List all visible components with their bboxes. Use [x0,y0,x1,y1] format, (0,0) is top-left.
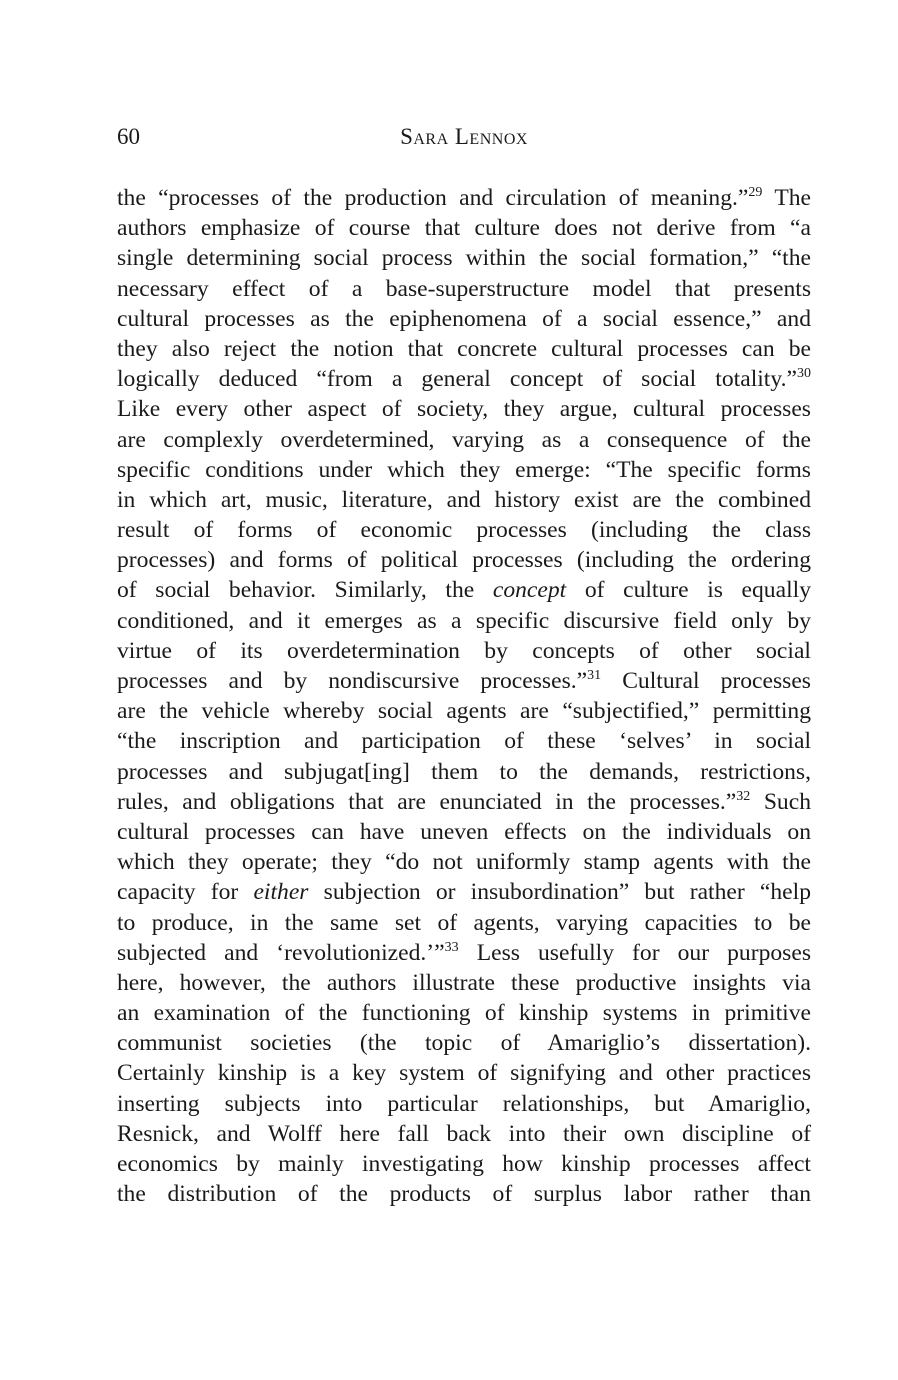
text-line: specific conditions under which they emerge: “The specific forms [117,456,811,483]
text-line: cultural processes as the epiphenomena of a social essence,” and [117,305,811,332]
italic-term: either [253,879,309,906]
text-line: result of forms of economic processes (including the class [117,517,811,544]
text-run: of social behavior. Similarly, the [117,577,493,604]
text-line: single determining social process within the social formation,” “the [117,245,811,272]
footnote-ref: 31 [587,668,602,683]
text-run: capacity for [117,879,254,906]
text-line: which they operate; they “do not uniformly stamp agents with the [117,849,811,876]
text-run: of culture is equally [566,577,811,604]
text-line: Resnick, and Wolff here fall back into their own discipline of [117,1120,811,1147]
text-line: Like every other aspect of society, they argue, cultural processes [117,396,811,423]
text-run: Such [750,788,812,815]
text-line: necessary effect of a base-superstructure model that presents [117,275,811,302]
running-head: Sara Lennox [400,124,528,149]
footnote-ref: 30 [797,366,811,382]
text-line: processes) and forms of political processes (including the ordering [117,547,811,574]
text-run: rules, and obligations that are enunciated in the processes.” [117,788,737,815]
italic-term: concept [492,577,567,604]
text-run: logically deduced “from a general concept of social totality.” [117,366,797,393]
text-line [117,575,811,605]
text-line: are the vehicle whereby social agents are “subjectified,” permitting [117,698,811,725]
text-run: subjection or insubordination” but rather “help [308,879,811,906]
text-line: inserting subjects into particular relationships, but Amariglio, [117,1090,811,1117]
text-line: communist societies (the topic of Amariglio’s dissertation). [117,1030,811,1057]
text-run: the “processes of the production and circulation of meaning.” [117,185,749,211]
text-line: processes and subjugat[ing] them to the demands, restrictions, [117,758,811,785]
footnote-ref: 29 [748,185,763,200]
text-line: to produce, in the same set of agents, varying capacities to be [117,909,811,936]
text-run: processes and by nondiscursive processes.” [117,668,588,694]
text-line: authors emphasize of course that culture does not derive from “a [117,215,811,242]
text-run: Less usefully for our purposes [458,939,812,966]
text-line: “the inscription and participation of these ‘selves’ in social [117,728,811,755]
text-line [117,666,811,696]
text-line [117,183,811,213]
page-number: 60 [117,124,140,149]
text-line [117,364,811,394]
text-run: The [762,185,812,211]
text-line: economics by mainly investigating how kinship processes affect [117,1151,811,1177]
text-line [117,938,811,968]
text-line [117,877,811,907]
text-line: are complexly overdetermined, varying as a consequence of the [117,426,811,453]
text-line: they also reject the notion that concrete cultural processes can be [117,335,811,362]
footnote-ref: 33 [444,939,459,955]
footnote-ref: 32 [736,788,751,804]
text-line: in which art, music, literature, and history exist are the combined [117,486,811,513]
text-line: here, however, the authors illustrate these productive insights via [117,969,811,996]
text-line: conditioned, and it emerges as a specific discursive field only by [117,607,811,634]
text-run: Cultural processes [601,668,811,694]
text-line: cultural processes can have uneven effects on the individuals on [117,818,811,845]
text-line: an examination of the functioning of kinship systems in primitive [117,1000,811,1027]
text-line [117,787,811,817]
page-header [117,124,811,160]
text-line: virtue of its overdetermination by concepts of other social [117,637,811,664]
text-line: Certainly kinship is a key system of signifying and other practices [117,1060,811,1087]
body-text [117,183,811,1209]
text-line: the distribution of the products of surplus labor rather than [117,1181,811,1208]
text-run: subjected and ‘revolutionized.’” [117,939,445,966]
